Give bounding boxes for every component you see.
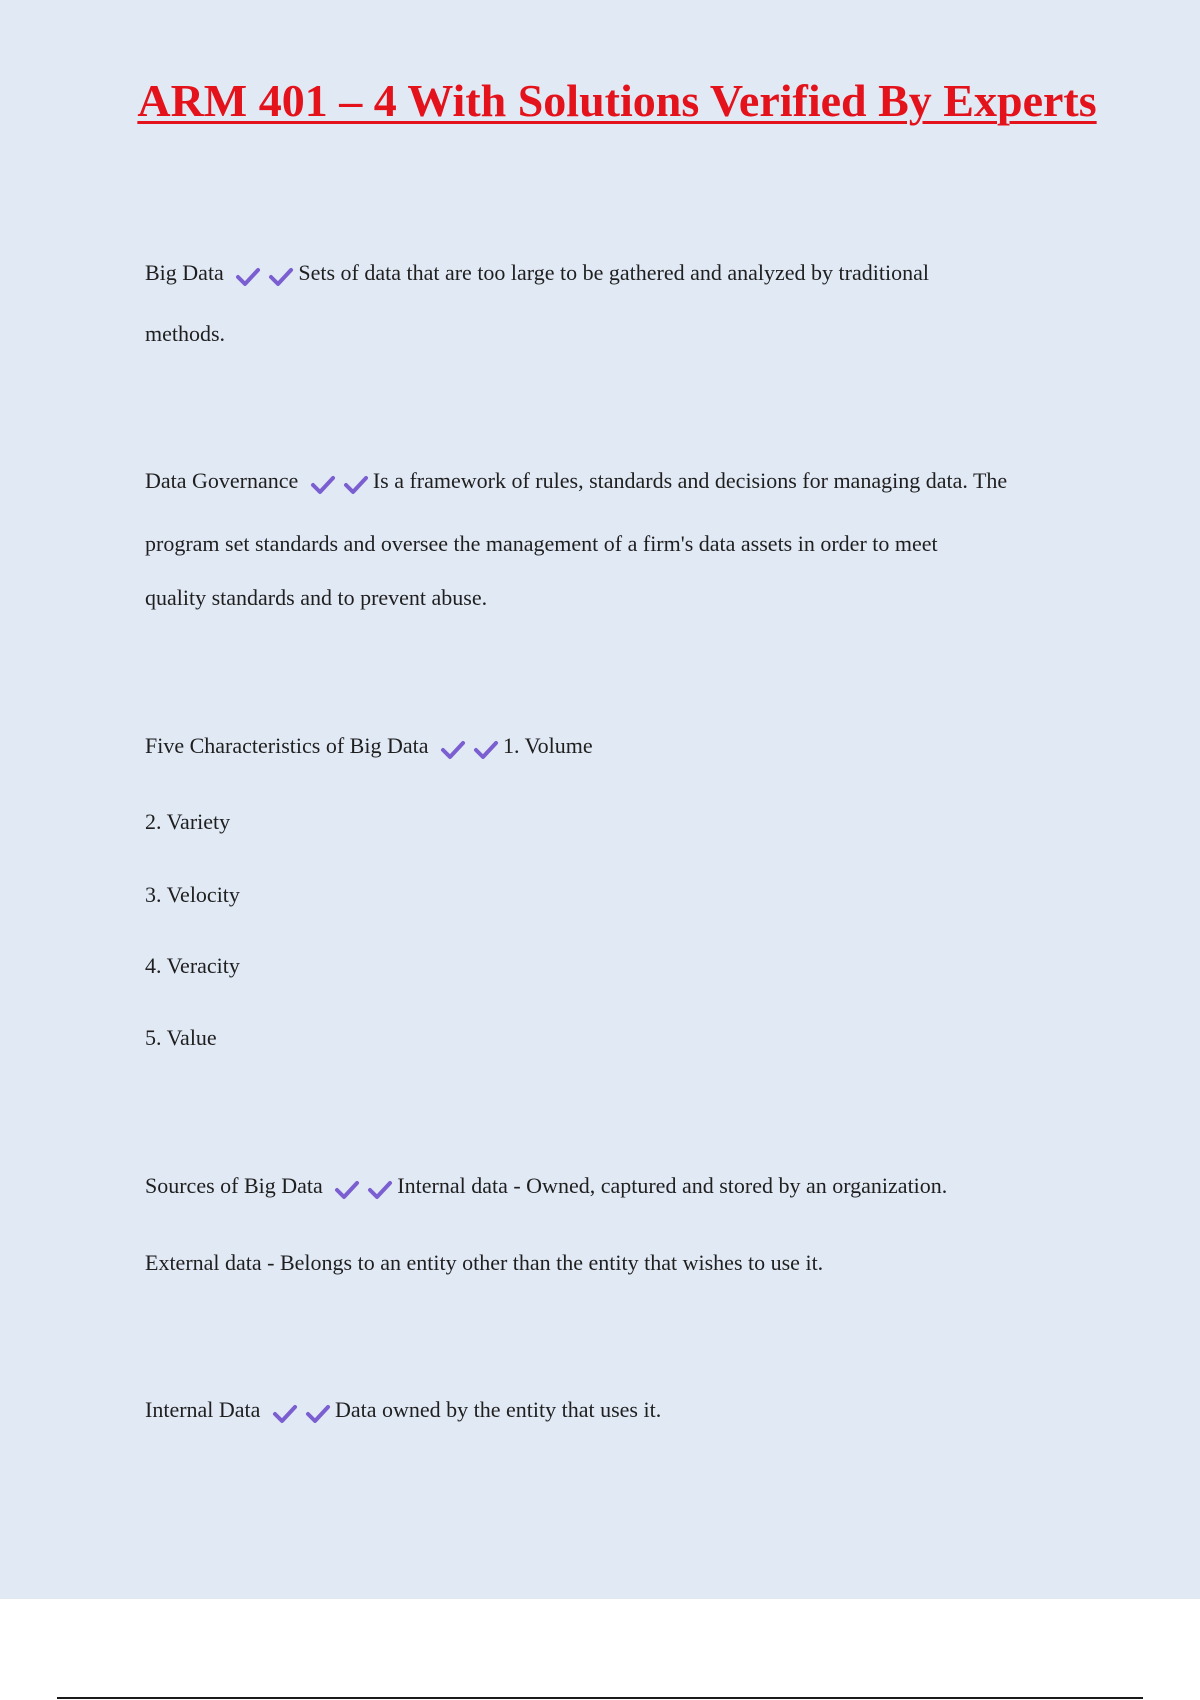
term-label: Internal Data bbox=[145, 1397, 261, 1422]
check-pair bbox=[440, 734, 499, 762]
entry-data-governance-line-3: quality standards and to prevent abuse. bbox=[145, 585, 488, 610]
term-label: Sources of Big Data bbox=[145, 1173, 323, 1198]
answer-text: Data owned by the entity that uses it. bbox=[334, 1397, 662, 1422]
check-pair bbox=[334, 1174, 393, 1202]
check-icon bbox=[305, 1404, 331, 1424]
check-icon bbox=[343, 475, 369, 495]
check-pair bbox=[310, 469, 369, 497]
term-label: Data Governance bbox=[145, 468, 299, 493]
answer-text: Sets of data that are too large to be gathered and analyzed by traditional bbox=[298, 260, 929, 285]
list-item-velocity: 3. Velocity bbox=[145, 882, 240, 907]
check-icon bbox=[310, 475, 336, 495]
check-pair bbox=[272, 1398, 331, 1426]
check-icon bbox=[334, 1180, 360, 1200]
entry-internal-data-line-1 bbox=[145, 1396, 1115, 1426]
list-item-value: 5. Value bbox=[145, 1025, 217, 1050]
entry-data-governance-line-2: program set standards and oversee the management of a firm's data assets in order to meet bbox=[145, 531, 938, 556]
check-icon bbox=[440, 740, 466, 760]
list-item-veracity: 4. Veracity bbox=[145, 953, 240, 978]
entry-data-governance-line-1 bbox=[145, 467, 1115, 497]
entry-big-data-line-2: methods. bbox=[145, 321, 226, 346]
list-item-variety: 2. Variety bbox=[145, 809, 231, 834]
check-icon bbox=[235, 267, 261, 287]
check-icon bbox=[272, 1404, 298, 1424]
answer-text: 1. Volume bbox=[502, 733, 593, 758]
document-title: ARM 401 – 4 With Solutions Verified By Experts bbox=[137, 75, 1097, 126]
check-icon bbox=[268, 267, 294, 287]
entry-sources-line-2: External data - Belongs to an entity other than the entity that wishes to use it. bbox=[145, 1250, 824, 1275]
footer-divider bbox=[57, 1697, 1143, 1699]
answer-text: Is a framework of rules, standards and decisions for managing data. The bbox=[372, 468, 1008, 493]
answer-text: Internal data - Owned, captured and stored by an organization. bbox=[397, 1173, 948, 1198]
check-pair bbox=[235, 261, 294, 289]
entry-big-data-line-1 bbox=[145, 259, 1115, 289]
check-icon bbox=[473, 740, 499, 760]
term-label: Big Data bbox=[145, 260, 224, 285]
entry-five-characteristics-line-1 bbox=[145, 732, 1115, 762]
term-label: Five Characteristics of Big Data bbox=[145, 733, 429, 758]
check-icon bbox=[367, 1180, 393, 1200]
entry-sources-line-1 bbox=[145, 1172, 1115, 1202]
